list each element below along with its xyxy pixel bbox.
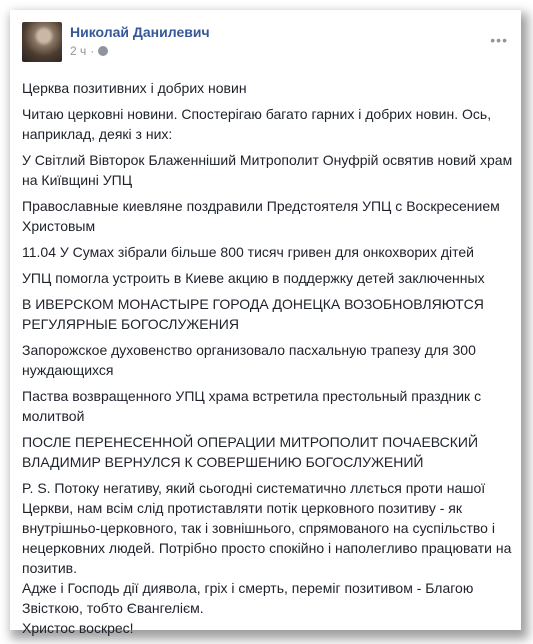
- avatar[interactable]: [22, 22, 62, 62]
- post-paragraph: Адже і Господь дії диявола, гріх і смерть, переміг позитивом - Благою Звісткою, тобто Євангелієм.: [22, 580, 474, 616]
- post-paragraph: Паства возвращенного УПЦ храма встретила престольный праздник с молитвой: [22, 388, 482, 424]
- globe-icon: [98, 46, 108, 56]
- post-paragraph: УПЦ помогла устроить в Киеве акцию в поддержку детей заключенных: [22, 270, 485, 286]
- author-name[interactable]: Николай Данилевич: [70, 24, 210, 40]
- post-paragraph: У Світлий Вівторок Блаженніший Митрополит Онуфрій освятив новий храм на Київщині УПЦ: [22, 152, 513, 188]
- post-paragraph: В ИВЕРСКОМ МОНАСТЫРЕ ГОРОДА ДОНЕЦКА ВОЗОБНОВЛЯЮТСЯ РЕГУЛЯРНЫЕ БОГОСЛУЖЕНИЯ: [22, 296, 484, 332]
- post-meta: [70, 44, 108, 58]
- post-paragraph: ПОСЛЕ ПЕРЕНЕСЕННОЙ ОПЕРАЦИИ МИТРОПОЛИТ ПОЧАЕВСКИЙ ВЛАДИМИР ВЕРНУЛСЯ К СОВЕРШЕНИЮ БОГОСЛУЖЕНИЙ: [22, 434, 479, 470]
- post-paragraph: Запорожское духовенство организовало пасхальную трапезу для 300 нуждающихся: [22, 342, 476, 378]
- post-paragraph: P. S. Потоку негативу, який сьогодні систематично ллється проти нашої Церкви, нам всім слід протиставляти потік церковного позитиву - як внутрішньо-церковного, так і зовнішнього, спрямованого на суспільство і нецерковних людей. Потрібно просто спокійно і наполегливо працювати на позитив.: [22, 480, 512, 576]
- post-text: [22, 78, 514, 638]
- facebook-post-card: [10, 10, 521, 636]
- more-horizontal-icon[interactable]: •••: [490, 32, 508, 48]
- meta-separator: ·: [90, 44, 95, 58]
- post-time[interactable]: 2 ч: [70, 44, 87, 58]
- post-paragraph: Читаю церковні новини. Спостерігаю багато гарних і добрих новин. Ось, наприклад, деякі з них:: [22, 106, 492, 142]
- post-paragraph: 11.04 У Сумах зібрали більше 800 тисяч гривен для онкохворих дітей: [22, 244, 475, 260]
- post-paragraph: Православные киевляне поздравили Предстоятеля УПЦ с Воскресением Христовым: [22, 198, 500, 234]
- post-paragraph: Церква позитивних і добрих новин: [22, 80, 247, 96]
- post-paragraph: Христос воскрес!: [22, 620, 134, 636]
- post-header: [22, 22, 512, 66]
